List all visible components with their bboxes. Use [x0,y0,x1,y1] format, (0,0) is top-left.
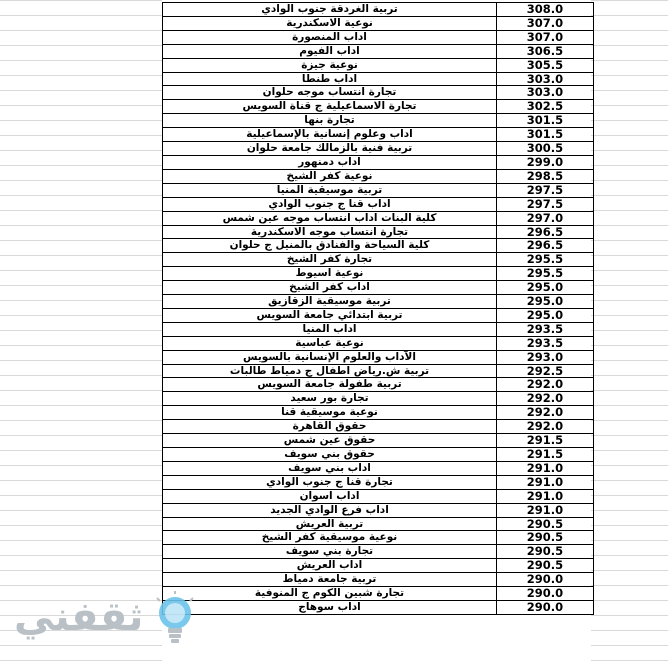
table-row [163,225,594,239]
score-cell: 298.5 [497,169,594,183]
faculty-name-cell: حقوق بني سويف [163,448,497,462]
lightbulb-icon [152,590,198,648]
faculty-name-cell: حقوق عين شمس [163,434,497,448]
table-row [163,434,594,448]
faculty-name-cell: تجارة قنا ج جنوب الوادي [163,475,497,489]
table-row [163,600,594,614]
faculty-name-cell: تجارة كفر الشيخ [163,253,497,267]
faculty-name-cell: اداب فرع الوادي الجديد [163,503,497,517]
table-row [163,86,594,100]
score-cell: 291.0 [497,461,594,475]
faculty-name-cell: كلية البنات اداب انتساب موجه عين شمس [163,211,497,225]
table-row [163,475,594,489]
table-row [163,364,594,378]
score-cell: 292.5 [497,364,594,378]
faculty-name-cell: اداب المنصورة [163,30,497,44]
faculty-name-cell: نوعية موسيقية كفر الشيخ [163,531,497,545]
faculty-name-cell: اداب الفيوم [163,44,497,58]
table-row [163,350,594,364]
faculty-name-cell: تربية العريش [163,517,497,531]
score-cell: 293.0 [497,350,594,364]
score-cell: 292.0 [497,420,594,434]
score-cell: 302.5 [497,100,594,114]
site-watermark [14,590,194,652]
table-row [163,114,594,128]
score-cell: 295.0 [497,295,594,309]
table-row [163,58,594,72]
table-row [163,392,594,406]
faculty-name-cell: اداب طنطا [163,72,497,86]
faculty-name-cell: تجارة بني سويف [163,545,497,559]
score-cell: 291.0 [497,475,594,489]
faculty-name-cell: تربية ابتدائي جامعة السويس [163,308,497,322]
score-cell: 301.5 [497,114,594,128]
table-row [163,517,594,531]
spreadsheet-grid-left [0,0,162,661]
faculty-name-cell: اداب بني سويف [163,461,497,475]
score-cell: 297.5 [497,183,594,197]
score-cell: 299.0 [497,155,594,169]
table-row [163,420,594,434]
table-row [163,573,594,587]
score-cell: 293.5 [497,336,594,350]
faculty-name-cell: نوعية كفر الشيخ [163,169,497,183]
score-cell: 296.5 [497,225,594,239]
table-row [163,239,594,253]
score-cell: 290.0 [497,573,594,587]
score-cell: 295.5 [497,267,594,281]
score-cell: 292.0 [497,406,594,420]
table-row [163,295,594,309]
score-cell: 291.5 [497,448,594,462]
table-row [163,503,594,517]
faculty-name-cell: نوعية جيزة [163,58,497,72]
score-cell: 307.0 [497,16,594,30]
score-cell: 295.0 [497,308,594,322]
faculty-name-cell: تربية الغردقة جنوب الوادي [163,3,497,17]
table-row [163,197,594,211]
score-cell: 291.0 [497,503,594,517]
faculty-name-cell: نوعية الاسكندرية [163,16,497,30]
table-row [163,142,594,156]
faculty-name-cell: تجارة الاسماعيلية ج قناة السويس [163,100,497,114]
table-row [163,531,594,545]
score-cell: 295.5 [497,253,594,267]
table-row [163,44,594,58]
score-cell: 291.0 [497,489,594,503]
faculty-name-cell: تربية موسيقية المنيا [163,183,497,197]
faculty-name-cell: نوعية اسيوط [163,267,497,281]
faculty-name-cell: اداب العريش [163,559,497,573]
table-row [163,169,594,183]
table-row [163,545,594,559]
table-body [163,3,594,615]
table-row [163,559,594,573]
faculty-name-cell: اداب سوهاج [163,600,497,614]
watermark-text: ثقفني [14,594,144,640]
table-row [163,322,594,336]
score-cell: 308.0 [497,3,594,17]
table-row [163,267,594,281]
table-row [163,406,594,420]
table-row [163,3,594,17]
table-row [163,461,594,475]
faculty-name-cell: تربية جامعة دمياط [163,573,497,587]
faculty-name-cell: اداب اسوان [163,489,497,503]
faculty-name-cell: اداب قنا ج جنوب الوادي [163,197,497,211]
table-row [163,378,594,392]
faculty-name-cell: حقوق القاهرة [163,420,497,434]
table-row [163,30,594,44]
score-cell: 295.0 [497,281,594,295]
faculty-name-cell: تجارة شبين الكوم ج المنوفية [163,587,497,601]
score-cell: 290.5 [497,517,594,531]
score-cell: 291.5 [497,434,594,448]
score-cell: 290.5 [497,531,594,545]
faculty-name-cell: نوعية عباسية [163,336,497,350]
score-cell: 296.5 [497,239,594,253]
score-cell: 297.5 [497,197,594,211]
score-cell: 292.0 [497,378,594,392]
table-row [163,336,594,350]
table-row [163,100,594,114]
table-row [163,587,594,601]
faculty-name-cell: اداب وعلوم إنسانية بالإسماعيلية [163,128,497,142]
faculty-name-cell: نوعية موسيقية قنا [163,406,497,420]
faculty-name-cell: تربية ش.رياض اطفال ج دمياط طالبات [163,364,497,378]
table-row [163,183,594,197]
score-cell: 290.5 [497,545,594,559]
score-cell: 290.5 [497,559,594,573]
score-cell: 305.5 [497,58,594,72]
faculty-name-cell: الآداب والعلوم الإنسانية بالسويس [163,350,497,364]
faculty-name-cell: تربية طفولة جامعة السويس [163,378,497,392]
score-cell: 300.5 [497,142,594,156]
table-row [163,211,594,225]
table-row [163,16,594,30]
table-row [163,72,594,86]
faculty-name-cell: اداب المنيا [163,322,497,336]
score-cell: 290.0 [497,587,594,601]
spreadsheet-grid-right [591,0,668,661]
score-cell: 301.5 [497,128,594,142]
admission-scores-table [162,2,594,615]
faculty-name-cell: اداب دمنهور [163,155,497,169]
table-row [163,155,594,169]
faculty-name-cell: كلية السياحة والفنادق بالمنيل ج حلوان [163,239,497,253]
faculty-name-cell: تربية فنية بالزمالك جامعة حلوان [163,142,497,156]
score-cell: 297.0 [497,211,594,225]
table-row [163,253,594,267]
faculty-name-cell: تجارة بنها [163,114,497,128]
faculty-name-cell: تجارة انتساب موجه حلوان [163,86,497,100]
table-row [163,489,594,503]
score-cell: 306.5 [497,44,594,58]
table-row [163,281,594,295]
faculty-name-cell: تجارة انتساب موجه الاسكندرية [163,225,497,239]
score-cell: 303.0 [497,72,594,86]
score-cell: 290.0 [497,600,594,614]
table-row [163,448,594,462]
faculty-name-cell: اداب كفر الشيخ [163,281,497,295]
score-cell: 303.0 [497,86,594,100]
score-cell: 292.0 [497,392,594,406]
faculty-name-cell: تربية موسيقية الزقازيق [163,295,497,309]
table-row [163,308,594,322]
score-cell: 293.5 [497,322,594,336]
faculty-name-cell: تجارة بور سعيد [163,392,497,406]
score-cell: 307.0 [497,30,594,44]
table-row [163,128,594,142]
